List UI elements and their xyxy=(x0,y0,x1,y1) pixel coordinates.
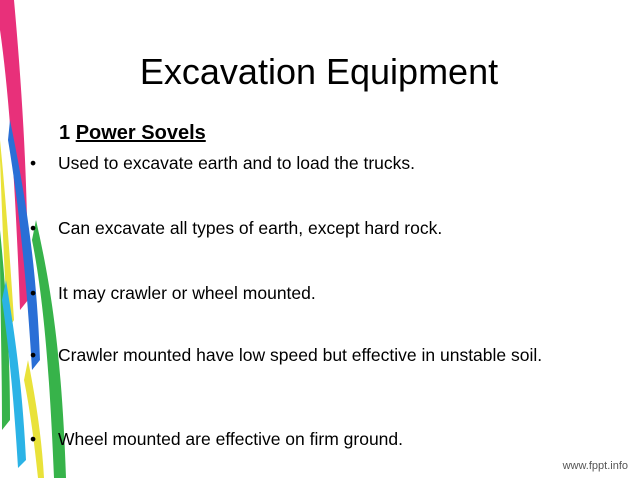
bullet-text: Crawler mounted have low speed but effective in unstable soil. xyxy=(58,345,543,365)
section-number: 1 xyxy=(59,122,71,144)
bullet-glyph: • xyxy=(30,429,37,449)
bullet-text: Can excavate all types of earth, except hard rock. xyxy=(58,218,443,238)
bullet-glyph: • xyxy=(30,283,37,303)
slide-title: Excavation Equipment xyxy=(139,51,499,92)
bullet-glyph: • xyxy=(30,345,37,365)
bullet-text: Used to excavate earth and to load the trucks. xyxy=(58,153,416,173)
bullet-glyph: • xyxy=(30,218,37,238)
bullet-glyph: • xyxy=(30,153,37,173)
ribbon-yellow-right xyxy=(24,360,44,478)
bullet-text: Wheel mounted are effective on firm ground. xyxy=(58,429,404,449)
section-heading-text: Power Sovels xyxy=(75,122,206,144)
section-heading xyxy=(59,120,206,146)
bullet-text: It may crawler or wheel mounted. xyxy=(58,283,316,303)
footer-watermark: www.fppt.info xyxy=(562,460,628,472)
